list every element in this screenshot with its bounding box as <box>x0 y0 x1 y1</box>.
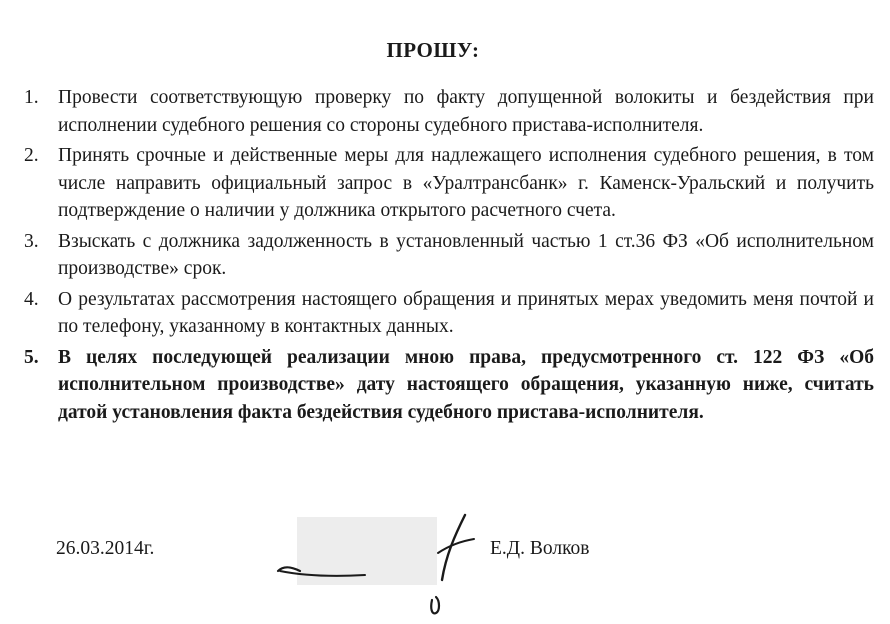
item-number: 5. <box>24 346 39 368</box>
request-item-3 <box>24 228 874 283</box>
request-heading: ПРОШУ: <box>386 38 480 62</box>
request-list <box>24 84 874 426</box>
request-item-4 <box>24 286 874 341</box>
item-text: О результатах рассмотрения настоящего обращения и принятых мерах уведомить меня почтой и по телефону, указанному в контактных данных. <box>58 288 874 337</box>
item-text: Взыскать с должника задолженность в установленный частью 1 ст.36 ФЗ «Об исполнительном производстве» срок. <box>58 230 874 279</box>
item-number: 1. <box>24 87 39 108</box>
signer-name: Е.Д. Волков <box>490 538 590 559</box>
item-number: 2. <box>24 145 39 166</box>
item-number: 4. <box>24 288 39 310</box>
document-date: 26.03.2014г. <box>56 538 155 559</box>
item-text: Принять срочные и действенные меры для надлежащего исполнения судебного решения, в том числе направить официальный запрос в «Уралтрансбанк» г. Каменск-Уральский и получить подтверждение о наличии у должника открытого расчетного счета. <box>58 145 874 221</box>
signature-icon <box>270 505 480 620</box>
request-item-1 <box>24 84 874 139</box>
item-text: Провести соответствующую проверку по факту допущенной волокиты и бездействия при исполнении судебного решения со стороны судебного пристава-исполнителя. <box>58 87 874 136</box>
item-number: 3. <box>24 230 39 252</box>
request-item-2 <box>24 142 874 225</box>
request-item-5 <box>24 344 874 427</box>
item-text: В целях последующей реализации мною права, предусмотренного ст. 122 ФЗ «Об исполнительном производстве» дату настоящего обращения, указанную ниже, считать датой установления факта бездействия судебного пристава-исполнителя. <box>58 346 874 423</box>
